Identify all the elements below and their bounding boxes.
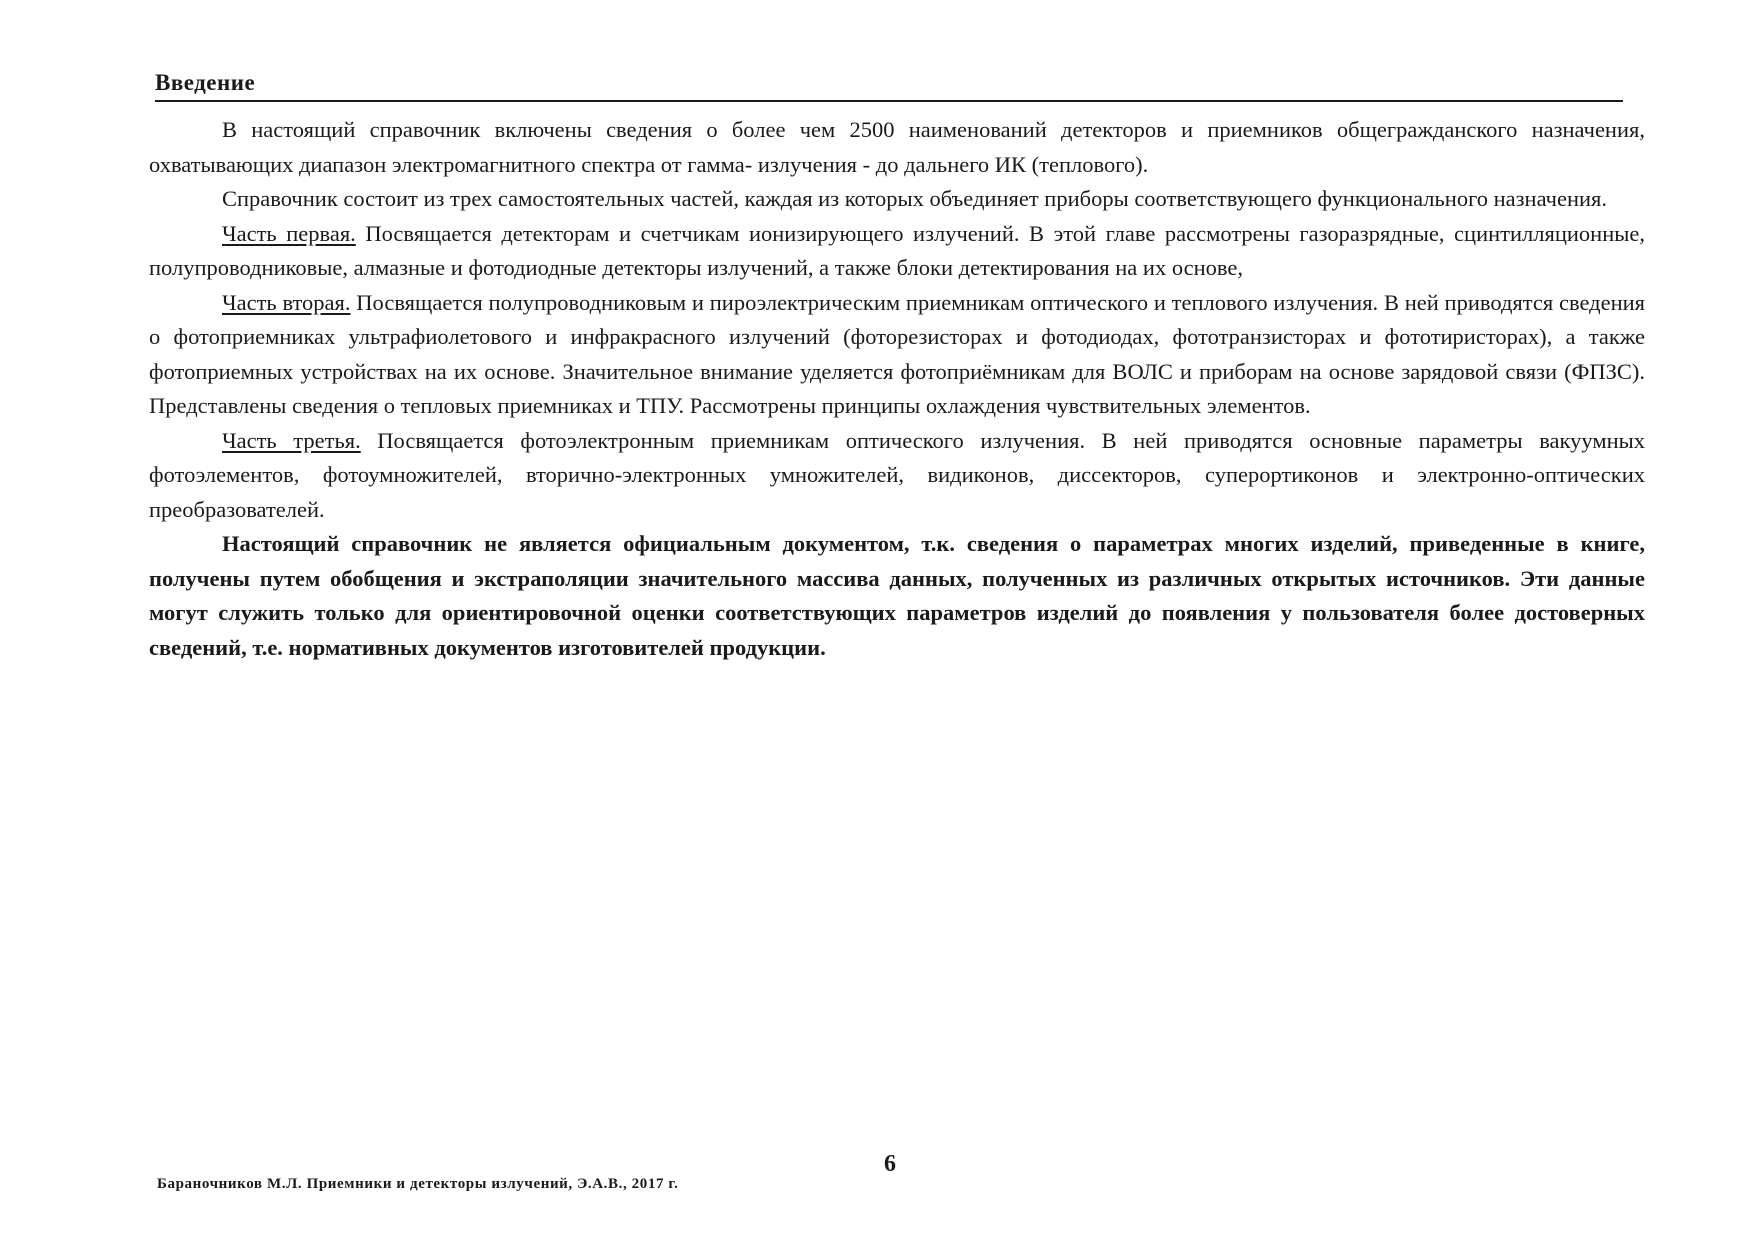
part-one-label: Часть первая. (222, 220, 356, 246)
part-two-label: Часть вторая. (222, 289, 351, 315)
paragraph-intro: В настоящий справочник включены сведения о более чем 2500 наименований детекторов и приемников общегражданского назначения, охватывающих диапазон электромагнитного спектра от гамма- излучения - до дальнего ИК (теплового). (149, 117, 1645, 177)
paragraph-disclaimer: Настоящий справочник не является официальным документом, т.к. сведения о параметрах многих изделий, приведенные в книге, получены путем обобщения и экстраполяции значительного массива данных, полученных из различных открытых источников. Эти данные могут служить только для ориентировочной оценки соответствующих параметров изделий до появления у пользователя более достоверных сведений, т.е. нормативных документов изготовителей продукции. (149, 531, 1645, 660)
footer-citation: Бараночников М.Л. Приемники и детекторы излучений, Э.А.В., 2017 г. (157, 1176, 679, 1192)
part-one-text: Посвящается детекторам и счетчикам ионизирующего излучений. В этой главе рассмотрены газоразрядные, сцинтилляционные, полупроводниковые, алмазные и фотодиодные детекторы излучений, а также блоки детектирования на их основе, (149, 220, 1645, 280)
part-three-text: Посвящается фотоэлектронным приемникам оптического излучения. В ней приводятся основные параметры вакуумных фотоэлементов, фотоумножителей, вторично-электронных умножителей, видиконов, диссекторов, суперортиконов и электронно-оптических преобразователей. (149, 427, 1645, 522)
paragraph-part-two (149, 286, 1645, 424)
document-body (149, 113, 1645, 665)
section-title: Введение (155, 70, 256, 95)
part-three-label: Часть третья. (222, 427, 361, 453)
paragraph-structure: Справочник состоит из трех самостоятельных частей, каждая из которых объединяет приборы соответствующего функционального назначения. (222, 186, 1608, 211)
section-header (155, 70, 1623, 102)
page-number: 6 (884, 1151, 896, 1177)
paragraph-part-one (149, 217, 1645, 286)
part-two-text: Посвящается полупроводниковым и пироэлектрическим приемникам оптического и теплового излучения. В ней приводятся сведения о фотоприемниках ультрафиолетового и инфракрасного излучений (фоторезисторах и фотодиодах, фототранзисторах и фототиристорах), а также фотоприемных устройствах на их основе. Значительное внимание уделяется фотоприёмникам для ВОЛС и приборам на основе зарядовой связи (ФПЗС). Представлены сведения о тепловых приемниках и ТПУ. Рассмотрены принципы охлаждения чувствительных элементов. (149, 289, 1645, 418)
paragraph-part-three (149, 424, 1645, 528)
